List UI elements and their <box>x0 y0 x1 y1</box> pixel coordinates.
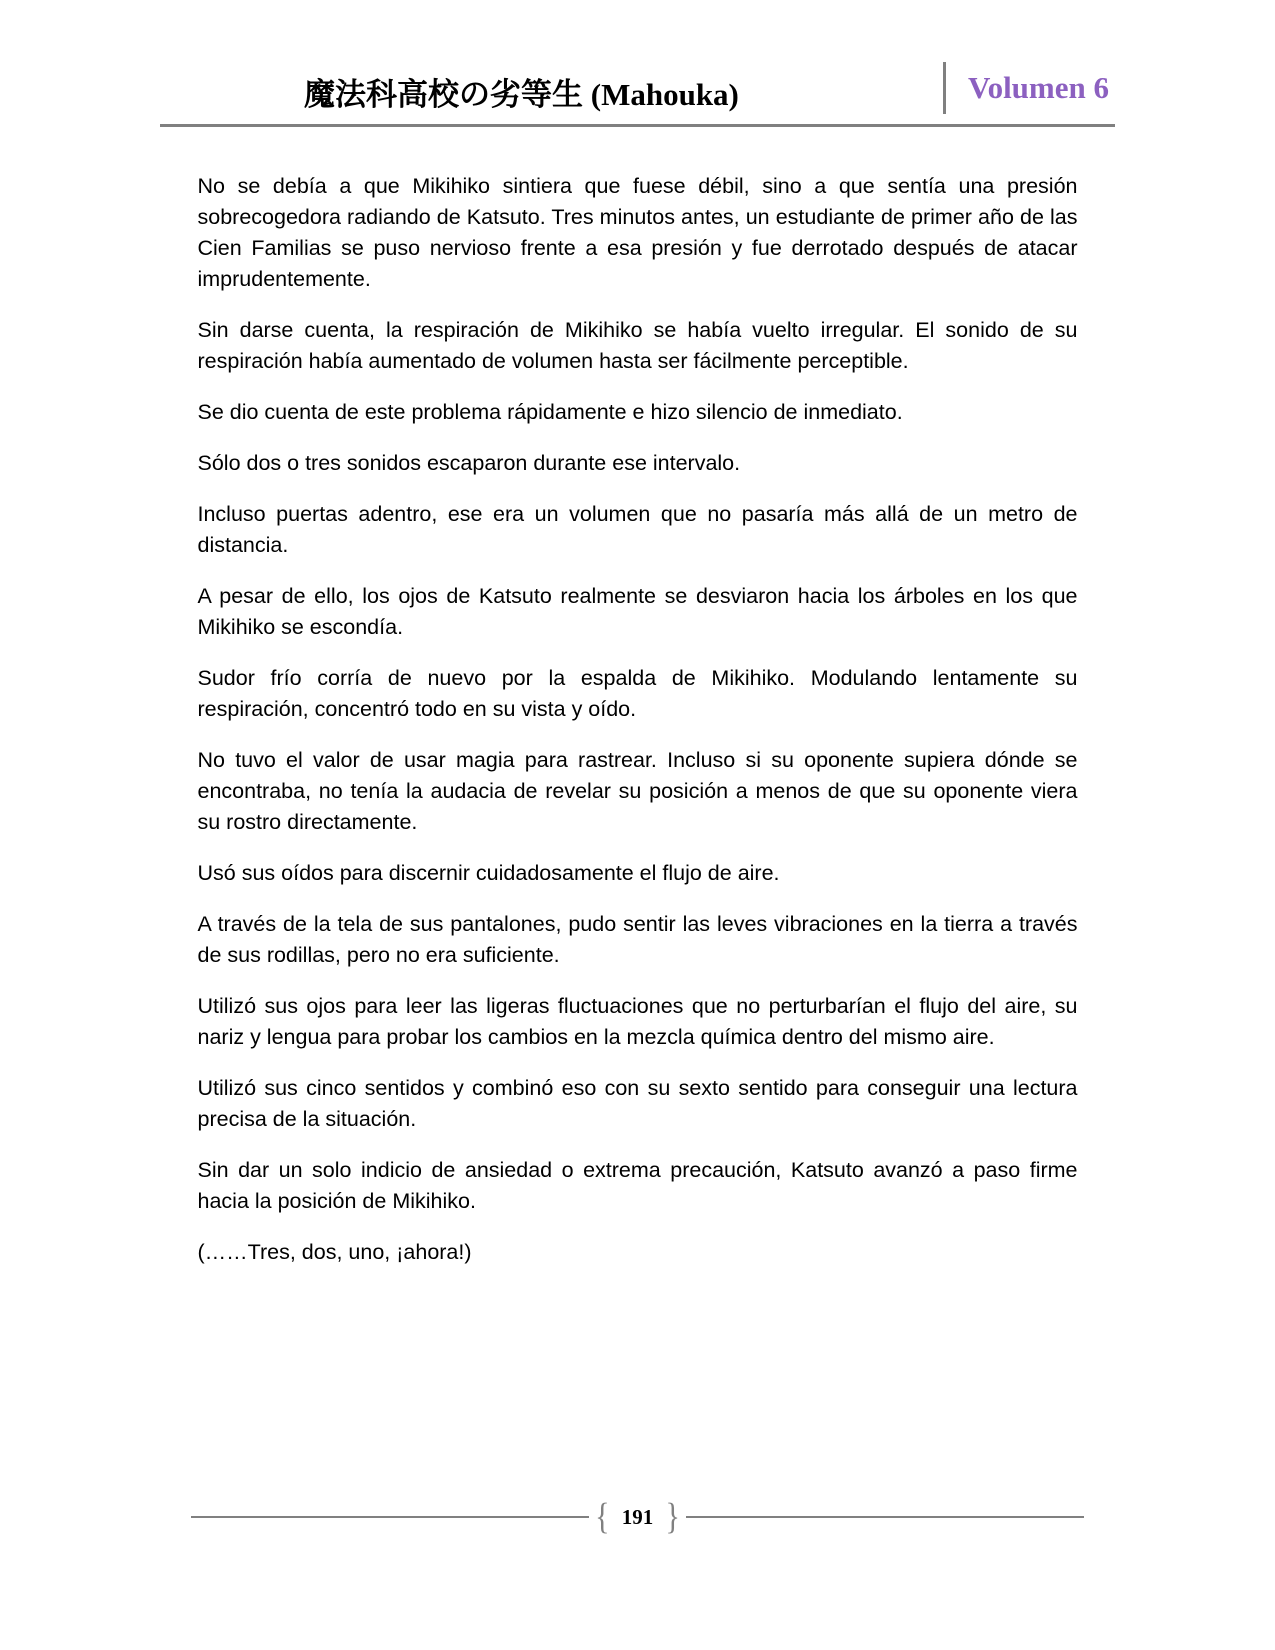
footer-rule-right <box>686 1516 1084 1518</box>
header-vertical-divider <box>943 62 946 114</box>
page-number: 191 <box>621 1504 654 1529</box>
paragraph: No se debía a que Mikihiko sintiera que fuese débil, sino a que sentía una presión sobrecogedora radiando de Katsuto. Tres minutos antes, un estudiante de primer año de las Cien Familias se puso nervioso frente a esa presión y fue derrotado después de atacar imprudentemente. <box>197 174 1078 291</box>
paragraph: A pesar de ello, los ojos de Katsuto realmente se desviaron hacia los árboles en los que Mikihiko se escondía. <box>197 584 1078 639</box>
header-volume-group <box>943 62 1115 114</box>
paragraph: (……Tres, dos, uno, ¡ahora!) <box>197 1240 472 1264</box>
book-title: 魔法科高校の劣等生 (Mahouka) <box>304 77 739 112</box>
paragraph: No tuvo el valor de usar magia para rastrear. Incluso si su oponente supiera dónde se encontraba, no tenía la audacia de revelar su posición a menos de que su oponente viera su rostro directamente. <box>197 748 1078 834</box>
header-row <box>160 62 1115 124</box>
paragraph: Sudor frío corría de nuevo por la espalda de Mikihiko. Modulando lentamente su respiración, concentró todo en su vista y oído. <box>197 666 1078 721</box>
paragraph: Sin dar un solo indicio de ansiedad o extrema precaución, Katsuto avanzó a paso firme hacia la posición de Mikihiko. <box>197 1158 1078 1213</box>
footer-rule-left <box>191 1516 589 1518</box>
paragraph: Incluso puertas adentro, ese era un volumen que no pasaría más allá de un metro de distancia. <box>197 502 1078 557</box>
paragraph: Utilizó sus ojos para leer las ligeras fluctuaciones que no perturbarían el flujo del aire, su nariz y lengua para probar los cambios en la mezcla química dentro del mismo aire. <box>197 994 1078 1049</box>
paragraph: Utilizó sus cinco sentidos y combinó eso con su sexto sentido para conseguir una lectura precisa de la situación. <box>197 1076 1078 1131</box>
page-header <box>160 0 1115 124</box>
volume-label: Volumen 6 <box>968 70 1109 105</box>
paragraph: A través de la tela de sus pantalones, pudo sentir las leves vibraciones en la tierra a través de sus rodillas, pero no era suficiente. <box>197 912 1078 967</box>
footer-brace-left: { <box>595 1495 610 1537</box>
paragraph: Usó sus oídos para discernir cuidadosamente el flujo de aire. <box>197 861 780 885</box>
paragraph: Sólo dos o tres sonidos escaparon durante ese intervalo. <box>197 451 741 475</box>
page-content <box>198 127 1078 1268</box>
page-footer <box>0 1495 1275 1537</box>
paragraph: Sin darse cuenta, la respiración de Mikihiko se había vuelto irregular. El sonido de su respiración había aumentado de volumen hasta ser fácilmente perceptible. <box>197 318 1078 373</box>
footer-brace-right: } <box>665 1495 680 1537</box>
paragraph: Se dio cuenta de este problema rápidamente e hizo silencio de inmediato. <box>197 400 903 424</box>
